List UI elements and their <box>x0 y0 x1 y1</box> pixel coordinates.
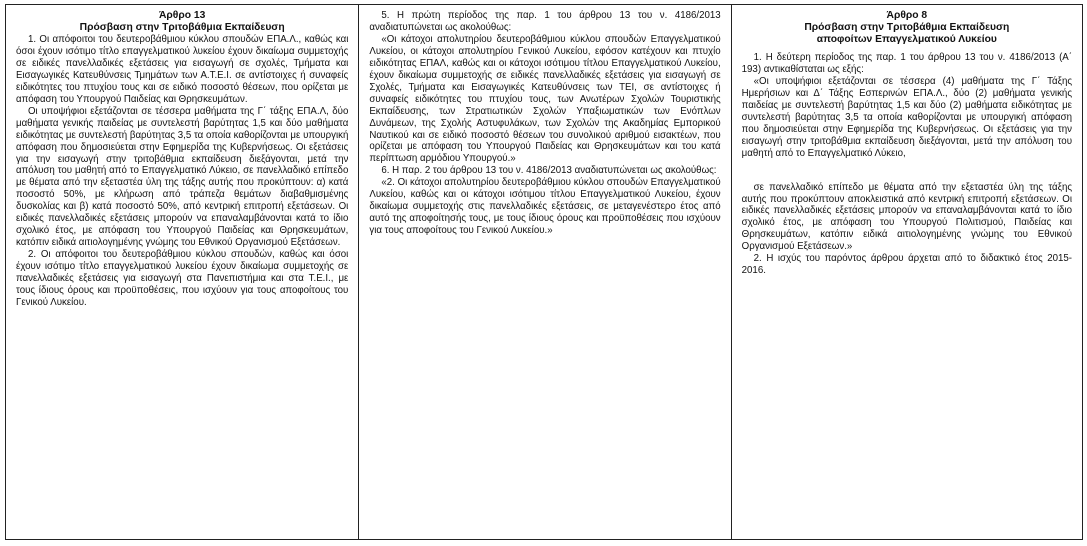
article-title: Πρόσβαση στην Τριτοβάθμια Εκπαίδευση <box>79 22 285 33</box>
paragraph: «Οι κάτοχοι απολυτηρίου δευτεροβάθμιου κύκλου σπουδών Επαγγελματικού Λυκείου, οι κάτοχοι απολυτηρίου Γενικού Λυκείου, εφόσον κατέχουν και πτυχίο ειδικότητας ΕΠΑΛ, καθώς και οι κάτοχοι ισότιμου τίτλου Επαγγελματικού Λυκείου, έχουν δικαίωμα συμμετοχής σε ειδικές πανελλαδικές εξετάσεις για εισαγωγή σε Σχολές, Τμήματα και Εισαγωγικές Κατευθύνσεις των ΤΕΙ, σε αντίστοιχες ή συναφείς ειδικότητες του πτυχίου τους, των Ανωτέρων Σχολών Τουριστικής Εκπαίδευσης, των Στρατιωτικών Σχολών Υπαξιωματικών των Ενόπλων Δυνάμεων, της Σχολής Αστυφυλάκων, των Σχολών της Ακαδημίας Εμπορικού Ναυτικού και σε ειδικό ποσοστό θέσεων του συνολικού αριθμού εισακτέων, που ορίζεται με απόφαση του Υπουργού Παιδείας και Θρησκευμάτων και του κατά περίπτωση αρμόδιου Υπουργού.» <box>369 33 721 165</box>
paragraph: 1. Η δεύτερη περίοδος της παρ. 1 του άρθρου 13 του ν. 4186/2013 (Α΄ 193) αντικαθίσταται ως εξής: <box>741 52 1072 75</box>
paragraph: «Οι υποψήφιοι εξετάζονται σε τέσσερα (4) μαθήματα της Γ΄ Τάξης Ημερήσιων και Δ΄ Τάξης Εσπερινών ΕΠΑ.Λ., δύο (2) μαθήματα γενικής παιδείας με συντελεστή βαρύτητας 1,5 και δύο (2) μαθήματα ειδικότητας με συντελεστή βαρύτητας 3,5 τα οποία καθορίζονται με υπουργική απόφαση που δημοσιεύεται στην Εφημερίδα της Κυβερνήσεως. Οι εξετάσεις για την εισαγωγή στην τριτοβάθμια εκπαίδευση διεξάγονται, μετά την απόλυση του μαθητή από το Επαγγελματικό Λύκειο, <box>741 75 1072 159</box>
paragraph: Οι υποψήφιοι εξετάζονται σε τέσσερα μαθήματα της Γ΄ τάξης ΕΠΑ.Λ, δύο μαθήματα γενικής παιδείας με συντελεστή βαρύτητας 1,5 και δύο μαθήματα ειδικότητας με συντελεστή βαρύτητας 3,5 τα οποία καθορίζονται με υπουργική απόφαση που δημοσιεύεται στην Εφημερίδα της Κυβερνήσεως. Οι εξετάσεις για την εισαγωγή στην τριτοβάθμια εκπαίδευση διεξάγονται, μετά την απόλυση του μαθητή από το Επαγγελματικό Λύκειο, σε πανελλαδικό επίπεδο με θέματα από την εξεταστέα ύλη της τάξης αυτής που προκύπτουν: α) κατά ποσοστό 50%, με κλήρωση από τράπεζα θεμάτων διαβαθμισμένης δυσκολίας και β) κατά ποσοστό 50%, από κεντρική επιτροπή εξετάσεων. Οι ειδικές πανελλαδικές εξετάσεις μπορούν να επαναλαμβάνονται κατά το ίδιο σχολικό έτος, με απόφαση του Υπουργού Παιδείας και Θρησκευμάτων, κατόπιν ειδικά αιτιολογημένης γνώμης του Εθνικού Οργανισμού Εξετάσεων. <box>16 105 349 249</box>
paragraph: 2. Η ισχύς του παρόντος άρθρου άρχεται από το διδακτικό έτος 2015-2016. <box>741 253 1072 277</box>
column-current-law <box>6 5 359 539</box>
column-amendments <box>359 5 731 539</box>
paragraph: 2. Οι απόφοιτοι του δευτεροβάθμιου κύκλου σπουδών, καθώς και όσοι έχουν ισότιμο τίτλο επαγγελματικού λυκείου έχουν δικαίωμα συμμετοχής σε πανελλαδικές εξετάσεις για εισαγωγή στα Πανεπιστήμια και στα Τ.Ε.Ι., με τους ίδιους όρους και προϋποθέσεις, που ισχύουν για τους αποφοίτους του Γενικού Λυκείου. <box>16 249 349 308</box>
column-heading <box>742 10 1072 46</box>
article-number: Άρθρο 8 <box>886 10 928 21</box>
comparison-table <box>5 4 1083 540</box>
column-heading <box>16 10 348 34</box>
paragraph: «2. Οι κάτοχοι απολυτηρίου δευτεροβάθμιου κύκλου σπουδών Επαγγελματικού Λυκείου, καθώς και οι κάτοχοι ισότιμου τίτλου Επαγγελματικού Λυκείου, έχουν δικαίωμα συμμετοχής στις πανελλαδικές εξετάσεις, σε μεταγενέστερο έτος από αυτό της αποφοίτησής τους, με τους ίδιους όρους και προϋποθέσεις που ισχύουν για τους αποφοίτους του Γενικού Λυκείου.» <box>369 177 721 237</box>
paragraph: σε πανελλαδικό επίπεδο με θέματα από την εξεταστέα ύλη της τάξης αυτής που προκύπτουν αποκλειστικά από κεντρική επιτροπή εξετάσεων. Οι ειδικές πανελλαδικές εξετάσεις μπορούν να επαναλαμβάνονται κατά το ίδιο σχολικό έτος, με απόφαση του Υπουργού Πολιτισμού, Παιδείας και Θρησκευμάτων, κατόπιν ειδικά αιτιολογημένης γνώμης του Εθνικού Οργανισμού Εξετάσεων.» <box>741 181 1072 253</box>
paragraph: 6. Η παρ. 2 του άρθρου 13 του ν. 4186/2013 αναδιατυπώνεται ως ακολούθως: <box>381 165 717 177</box>
column-new-article <box>732 5 1082 539</box>
spacer <box>742 160 1072 182</box>
article-number: Άρθρο 13 <box>158 10 206 21</box>
article-title: αποφοίτων Επαγγελματικού Λυκείου <box>816 34 997 45</box>
article-title: Πρόσβαση στην Τριτοβάθμια Εκπαίδευση <box>804 22 1010 33</box>
paragraph: 1. Οι απόφοιτοι του δευτεροβάθμιου κύκλου σπουδών ΕΠΑ.Λ., καθώς και όσοι έχουν ισότιμο τίτλο επαγγελματικού λυκείου έχουν δικαίωμα συμμετοχής σε ειδικές πανελλαδικές εξετάσεις για εισαγωγή σε σχολές, Τμήματα και Εισαγωγικές Κατευθύνσεις Τμημάτων των Α.Τ.Ε.Ι. σε αντίστοιχες ή συναφείς ειδικότητες του πτυχίου τους και σε ειδικό ποσοστό θέσεων, που ορίζεται με απόφαση του Υπουργού Παιδείας και Θρησκευμάτων. <box>16 34 349 105</box>
paragraph: 5. Η πρώτη περίοδος της παρ. 1 του άρθρου 13 του ν. 4186/2013 αναδιατυπώνεται ως ακολούθως: <box>369 10 721 33</box>
